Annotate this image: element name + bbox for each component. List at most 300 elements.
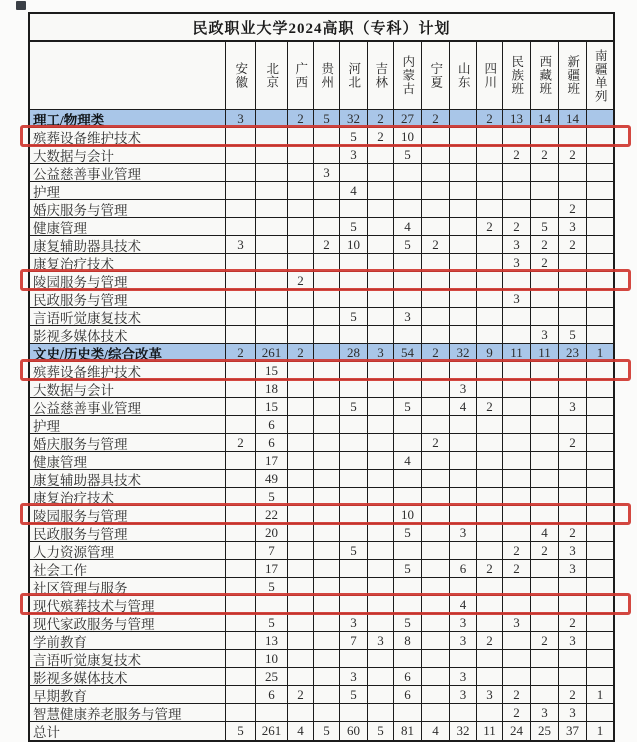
plan-count-cell [530, 488, 558, 505]
plan-count-cell: 10 [393, 128, 421, 145]
major-label: 公益慈善事业管理 [33, 400, 141, 415]
plan-count-cell [558, 164, 586, 181]
plan-count-cell [225, 632, 255, 649]
plan-count-cell [313, 380, 339, 397]
plan-count-cell: 5 [339, 686, 367, 703]
plan-count-cell [339, 488, 367, 505]
plan-count-cell [313, 668, 339, 685]
plan-count-cell [476, 200, 502, 217]
plan-count-cell [367, 290, 393, 307]
table-row [30, 164, 613, 182]
plan-count-cell: 5 [367, 722, 393, 740]
plan-count-cell [313, 632, 339, 649]
column-header: 南疆单列 [586, 42, 613, 109]
plan-count-cell [225, 272, 255, 289]
plan-count-cell [530, 200, 558, 217]
table-row [30, 416, 613, 434]
plan-count-cell [476, 704, 502, 721]
plan-count-cell [339, 272, 367, 289]
plan-count-cell: 49 [255, 470, 287, 487]
column-header: 山东 [449, 42, 476, 109]
plan-count-cell [393, 362, 421, 379]
plan-count-cell [313, 200, 339, 217]
plan-count-cell: 3 [367, 344, 393, 361]
plan-count-cell [339, 704, 367, 721]
plan-count-cell [367, 704, 393, 721]
plan-count-cell: 3 [558, 560, 586, 577]
table-row [30, 632, 613, 650]
plan-count-cell [313, 272, 339, 289]
plan-count-cell: 3 [313, 164, 339, 181]
table-row [30, 326, 613, 344]
plan-count-cell [339, 380, 367, 397]
plan-count-cell: 13 [502, 110, 530, 127]
plan-count-cell: 4 [449, 596, 476, 613]
plan-count-cell [502, 380, 530, 397]
plan-count-cell: 5 [339, 128, 367, 145]
plan-count-cell: 5 [558, 326, 586, 343]
plan-count-cell: 8 [393, 632, 421, 649]
table-row [30, 146, 613, 164]
page-corner-mark [16, 1, 26, 10]
plan-count-cell: 3 [449, 632, 476, 649]
plan-count-cell [586, 272, 613, 289]
plan-count-cell: 5 [339, 542, 367, 559]
plan-count-cell [502, 578, 530, 595]
column-header: 民族班 [502, 42, 530, 109]
plan-count-cell [586, 110, 613, 127]
plan-count-cell [502, 164, 530, 181]
plan-count-cell [586, 362, 613, 379]
plan-count-cell [530, 272, 558, 289]
plan-count-cell: 32 [339, 110, 367, 127]
column-header: 贵州 [313, 42, 339, 109]
plan-count-cell [367, 218, 393, 235]
plan-count-cell [367, 398, 393, 415]
plan-count-cell: 2 [287, 110, 313, 127]
plan-count-cell: 3 [502, 614, 530, 631]
plan-count-cell [476, 362, 502, 379]
plan-count-cell: 2 [476, 560, 502, 577]
plan-count-cell [255, 326, 287, 343]
plan-count-cell [421, 650, 449, 667]
plan-count-cell [586, 416, 613, 433]
plan-count-cell: 54 [393, 344, 421, 361]
major-label: 婚庆服务与管理 [33, 202, 128, 217]
table-row [30, 686, 613, 704]
plan-count-cell [225, 128, 255, 145]
plan-count-cell [530, 434, 558, 451]
plan-count-cell [287, 596, 313, 613]
plan-count-cell [255, 110, 287, 127]
table-row [30, 236, 613, 254]
major-label: 民政服务与管理 [33, 292, 128, 307]
plan-count-cell [421, 272, 449, 289]
plan-count-cell [313, 704, 339, 721]
plan-count-cell [502, 452, 530, 469]
plan-count-cell [421, 704, 449, 721]
plan-count-cell [367, 650, 393, 667]
plan-count-cell [313, 452, 339, 469]
plan-count-cell [287, 470, 313, 487]
plan-count-cell [586, 182, 613, 199]
plan-count-cell [313, 542, 339, 559]
plan-count-cell [502, 470, 530, 487]
plan-count-cell: 5 [255, 578, 287, 595]
plan-count-cell: 24 [502, 722, 530, 740]
plan-count-cell [530, 416, 558, 433]
major-label: 陵园服务与管理 [33, 274, 128, 289]
plan-count-cell [367, 164, 393, 181]
major-label: 大数据与会计 [33, 148, 114, 163]
plan-count-cell [449, 110, 476, 127]
plan-count-cell: 10 [393, 506, 421, 523]
plan-count-cell: 4 [393, 218, 421, 235]
plan-count-cell [530, 164, 558, 181]
plan-count-cell [421, 452, 449, 469]
plan-count-cell [393, 542, 421, 559]
plan-count-cell [367, 182, 393, 199]
plan-count-cell [558, 578, 586, 595]
plan-count-cell: 3 [225, 236, 255, 253]
plan-count-cell: 2 [558, 524, 586, 541]
plan-count-cell [367, 560, 393, 577]
plan-count-cell: 32 [449, 344, 476, 361]
plan-count-cell: 2 [502, 704, 530, 721]
plan-count-cell [287, 704, 313, 721]
plan-count-cell [502, 308, 530, 325]
plan-count-cell [367, 488, 393, 505]
plan-count-cell [287, 128, 313, 145]
major-label: 现代家政服务与管理 [33, 616, 155, 631]
plan-count-cell [476, 236, 502, 253]
plan-count-cell: 2 [530, 542, 558, 559]
plan-count-cell [225, 686, 255, 703]
plan-count-cell: 2 [287, 686, 313, 703]
plan-count-cell: 1 [586, 344, 613, 361]
plan-count-cell [313, 362, 339, 379]
plan-count-cell [255, 254, 287, 271]
plan-count-cell [287, 434, 313, 451]
plan-count-cell [287, 488, 313, 505]
plan-count-cell [367, 470, 393, 487]
plan-count-cell [586, 308, 613, 325]
plan-count-cell [586, 254, 613, 271]
plan-count-cell [449, 236, 476, 253]
plan-count-cell: 2 [530, 146, 558, 163]
plan-count-cell [558, 506, 586, 523]
plan-count-cell [502, 128, 530, 145]
major-label: 早期教育 [33, 688, 87, 703]
plan-count-cell [225, 164, 255, 181]
plan-count-cell: 261 [255, 344, 287, 361]
plan-count-cell [287, 200, 313, 217]
plan-count-cell: 3 [367, 632, 393, 649]
plan-count-cell [367, 452, 393, 469]
plan-count-cell [449, 650, 476, 667]
plan-count-cell [530, 506, 558, 523]
plan-count-cell [421, 128, 449, 145]
table-row [30, 488, 613, 506]
plan-count-cell: 18 [255, 380, 287, 397]
plan-count-cell [287, 146, 313, 163]
plan-count-cell [586, 200, 613, 217]
plan-count-cell [287, 254, 313, 271]
plan-count-cell [255, 308, 287, 325]
major-label: 护理 [33, 184, 60, 199]
plan-count-cell [558, 308, 586, 325]
plan-count-cell [586, 542, 613, 559]
plan-count-cell [476, 650, 502, 667]
plan-count-cell [225, 524, 255, 541]
plan-count-cell: 3 [476, 686, 502, 703]
plan-count-cell [449, 218, 476, 235]
plan-count-cell [502, 596, 530, 613]
plan-count-cell [255, 128, 287, 145]
plan-count-cell: 6 [449, 560, 476, 577]
plan-count-cell [530, 182, 558, 199]
plan-count-cell [530, 290, 558, 307]
table-row [30, 650, 613, 668]
plan-count-cell [558, 416, 586, 433]
plan-count-cell [558, 470, 586, 487]
table-row [30, 398, 613, 416]
major-label: 影视多媒体技术 [33, 328, 128, 343]
plan-count-cell: 17 [255, 452, 287, 469]
table-row [30, 200, 613, 218]
plan-count-cell: 37 [558, 722, 586, 740]
plan-count-cell [393, 470, 421, 487]
section-header-row [30, 344, 613, 362]
plan-count-cell: 32 [449, 722, 476, 740]
plan-count-cell [421, 200, 449, 217]
plan-count-cell [339, 524, 367, 541]
plan-count-cell: 2 [502, 542, 530, 559]
plan-count-cell: 2 [421, 434, 449, 451]
plan-count-cell [586, 470, 613, 487]
column-header: 河北 [339, 42, 367, 109]
table-row [30, 218, 613, 236]
plan-count-cell [449, 578, 476, 595]
plan-count-cell: 27 [393, 110, 421, 127]
plan-count-cell [313, 488, 339, 505]
plan-count-cell: 60 [339, 722, 367, 740]
plan-count-cell: 3 [449, 614, 476, 631]
column-header: 北京 [255, 42, 287, 109]
plan-count-cell [313, 434, 339, 451]
plan-count-cell [449, 362, 476, 379]
plan-count-cell [558, 488, 586, 505]
plan-count-cell: 2 [225, 434, 255, 451]
table-row [30, 182, 613, 200]
plan-count-cell [393, 650, 421, 667]
plan-count-cell [421, 218, 449, 235]
plan-count-cell: 3 [339, 668, 367, 685]
plan-count-cell: 5 [225, 722, 255, 740]
plan-count-cell: 3 [530, 704, 558, 721]
major-label: 学前教育 [33, 634, 87, 649]
plan-count-cell [313, 398, 339, 415]
plan-count-cell [530, 596, 558, 613]
plan-count-cell: 3 [449, 686, 476, 703]
plan-count-cell [393, 704, 421, 721]
plan-count-cell [287, 164, 313, 181]
label-column-header [30, 42, 225, 109]
plan-count-cell [558, 452, 586, 469]
plan-count-cell: 6 [255, 686, 287, 703]
plan-count-cell: 1 [586, 686, 613, 703]
plan-count-cell: 4 [287, 722, 313, 740]
plan-count-cell [287, 506, 313, 523]
plan-table [28, 12, 615, 742]
plan-count-cell [449, 254, 476, 271]
plan-count-cell [287, 362, 313, 379]
major-label: 言语听觉康复技术 [33, 652, 141, 667]
plan-count-cell [586, 560, 613, 577]
plan-count-cell: 14 [558, 110, 586, 127]
plan-count-cell [313, 218, 339, 235]
major-label: 言语听觉康复技术 [33, 310, 141, 325]
plan-count-cell [255, 290, 287, 307]
plan-count-cell [502, 200, 530, 217]
plan-count-cell [339, 434, 367, 451]
plan-count-cell: 3 [502, 290, 530, 307]
plan-count-cell [476, 506, 502, 523]
plan-count-cell: 2 [421, 344, 449, 361]
plan-count-cell [313, 596, 339, 613]
plan-count-cell: 4 [530, 524, 558, 541]
plan-count-cell [225, 146, 255, 163]
plan-count-cell [530, 398, 558, 415]
plan-count-cell [476, 128, 502, 145]
plan-count-cell: 1 [586, 722, 613, 740]
plan-count-cell [476, 434, 502, 451]
plan-count-cell [421, 326, 449, 343]
plan-count-cell: 2 [367, 110, 393, 127]
plan-count-cell [225, 596, 255, 613]
plan-count-cell [367, 578, 393, 595]
plan-count-cell [421, 524, 449, 541]
plan-count-cell: 2 [558, 146, 586, 163]
plan-count-cell [586, 218, 613, 235]
column-header: 广西 [287, 42, 313, 109]
plan-count-cell [476, 614, 502, 631]
plan-count-cell: 2 [476, 632, 502, 649]
plan-count-cell [476, 524, 502, 541]
plan-count-cell [313, 308, 339, 325]
plan-count-cell [476, 470, 502, 487]
plan-count-cell [287, 650, 313, 667]
plan-count-cell [558, 668, 586, 685]
plan-count-cell [449, 290, 476, 307]
plan-count-cell [393, 380, 421, 397]
plan-count-cell [287, 632, 313, 649]
plan-count-cell: 6 [255, 434, 287, 451]
plan-count-cell [586, 236, 613, 253]
table-row [30, 722, 613, 740]
plan-count-cell: 25 [255, 668, 287, 685]
plan-count-cell [586, 380, 613, 397]
plan-count-cell: 11 [502, 344, 530, 361]
plan-count-cell: 2 [476, 218, 502, 235]
plan-count-cell [367, 308, 393, 325]
plan-count-cell [449, 200, 476, 217]
plan-count-cell: 5 [313, 722, 339, 740]
major-label: 人力资源管理 [33, 544, 114, 559]
major-label: 康复辅助器具技术 [33, 238, 141, 253]
plan-count-cell: 3 [558, 398, 586, 415]
plan-count-cell: 5 [255, 488, 287, 505]
plan-count-cell [476, 146, 502, 163]
plan-count-cell [449, 506, 476, 523]
plan-count-cell [367, 668, 393, 685]
table-row [30, 452, 613, 470]
plan-count-cell [586, 596, 613, 613]
plan-count-cell [255, 218, 287, 235]
plan-count-cell: 5 [530, 218, 558, 235]
plan-count-cell: 6 [393, 668, 421, 685]
plan-count-cell [476, 254, 502, 271]
plan-count-cell [586, 524, 613, 541]
column-header-row [30, 42, 613, 110]
plan-count-cell [449, 434, 476, 451]
plan-count-cell [287, 614, 313, 631]
plan-count-cell [287, 560, 313, 577]
plan-count-cell [225, 218, 255, 235]
plan-count-cell: 6 [255, 416, 287, 433]
column-header: 新疆班 [558, 42, 586, 109]
plan-count-cell: 23 [558, 344, 586, 361]
plan-count-cell [558, 380, 586, 397]
plan-count-cell: 2 [287, 272, 313, 289]
plan-count-cell [339, 578, 367, 595]
plan-count-cell [393, 416, 421, 433]
major-label: 康复治疗技术 [33, 256, 114, 271]
plan-count-cell [313, 686, 339, 703]
table-body [30, 110, 613, 740]
plan-count-cell [367, 434, 393, 451]
plan-count-cell: 4 [393, 452, 421, 469]
column-header: 四川 [476, 42, 502, 109]
plan-count-cell [530, 668, 558, 685]
plan-count-cell [502, 434, 530, 451]
plan-count-cell [530, 470, 558, 487]
plan-count-cell: 10 [255, 650, 287, 667]
major-label: 影视多媒体技术 [33, 670, 128, 685]
table-row [30, 668, 613, 686]
plan-count-cell [449, 164, 476, 181]
plan-count-cell [393, 200, 421, 217]
plan-count-cell [225, 326, 255, 343]
plan-count-cell [502, 524, 530, 541]
plan-count-cell [530, 362, 558, 379]
plan-count-cell [586, 704, 613, 721]
plan-count-cell [367, 686, 393, 703]
plan-count-cell [313, 506, 339, 523]
plan-count-cell [287, 182, 313, 199]
plan-count-cell [367, 200, 393, 217]
plan-count-cell [255, 200, 287, 217]
plan-count-cell [449, 704, 476, 721]
plan-count-cell: 5 [393, 236, 421, 253]
plan-count-cell [255, 596, 287, 613]
table-title: 民政职业大学2024高职（专科）计划 [30, 14, 613, 42]
plan-count-cell: 4 [421, 722, 449, 740]
plan-count-cell [421, 506, 449, 523]
plan-count-cell: 5 [339, 308, 367, 325]
plan-count-cell: 2 [502, 218, 530, 235]
plan-count-cell [558, 272, 586, 289]
